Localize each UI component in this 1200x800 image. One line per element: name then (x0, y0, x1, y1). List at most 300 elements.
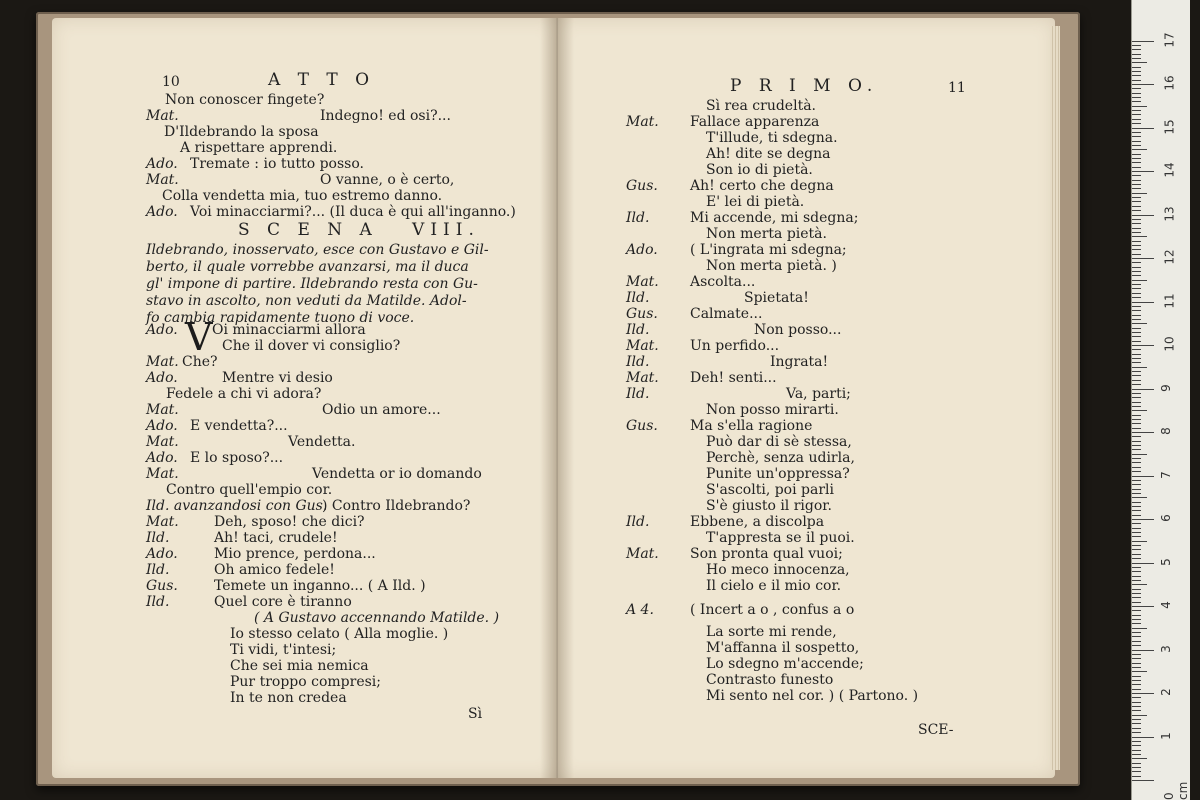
book-gutter (540, 18, 574, 778)
ruler-tick (1132, 423, 1141, 424)
ruler-tick (1132, 288, 1141, 289)
ruler-tick (1132, 262, 1141, 263)
ruler-tick (1132, 763, 1141, 764)
verse-line: T'appresta se il puoi. (706, 530, 855, 546)
ruler-tick (1132, 328, 1141, 329)
verse-line: Ah! dite se degna (706, 146, 831, 162)
ruler-tick (1132, 362, 1141, 363)
ruler-tick (1132, 650, 1154, 651)
ruler-tick (1132, 236, 1147, 237)
ruler-tick (1132, 258, 1154, 259)
ruler-tick (1132, 623, 1141, 624)
ruler-tick (1132, 449, 1141, 450)
speaker-label: Gus. (626, 306, 658, 322)
ruler-tick (1132, 141, 1141, 142)
ruler-tick (1132, 563, 1154, 564)
ruler-tick (1132, 654, 1141, 655)
ruler-tick (1132, 628, 1147, 629)
ruler-tick (1132, 645, 1141, 646)
speaker-label: Mat. (146, 402, 179, 418)
stage-direction: berto, il quale vorrebbe avanzarsi, ma il duca (146, 259, 469, 275)
speaker-label: A 4. (626, 602, 654, 618)
ruler-tick (1132, 780, 1154, 781)
ruler-tick (1132, 406, 1141, 407)
verse-line: Non posso mirarti. (706, 402, 839, 418)
ruler-tick (1132, 510, 1141, 511)
verse-line: Mi accende, mi sdegna; (690, 210, 859, 226)
ruler-tick (1132, 454, 1147, 455)
verse-line: Fallace apparenza (690, 114, 820, 130)
verse-line: Mio prence, perdona... (214, 546, 376, 562)
ruler-tick (1132, 732, 1141, 733)
ruler-tick (1132, 319, 1141, 320)
speaker-label: Ado. (146, 322, 178, 338)
ruler-tick (1132, 271, 1141, 272)
ruler-number: 4 (1158, 601, 1173, 609)
catchword: Sì (468, 706, 483, 722)
speaker-label: Mat. (146, 514, 179, 530)
verse-line: Ho meco innocenza, (706, 562, 850, 578)
verse-line: Quel core è tiranno (214, 594, 352, 610)
verse-line: Il cielo e il mio cor. (706, 578, 842, 594)
running-head: P R I M O. (730, 76, 879, 96)
ruler-tick (1132, 354, 1141, 355)
ruler-tick (1132, 402, 1141, 403)
speaker-label: Ild. (626, 322, 650, 338)
ruler-tick (1132, 101, 1141, 102)
speaker-label: Mat. (146, 172, 179, 188)
ruler-tick (1132, 771, 1141, 772)
stage-direction: fo cambia rapidamente tuono di voce. (146, 310, 415, 326)
verse-line: Oh amico fedele! (214, 562, 335, 578)
scene-heading: S C E N A VIII. (238, 220, 480, 240)
verse-line: Punite un'oppressa? (706, 466, 850, 482)
verse-line: Può dar di sè stessa, (706, 434, 852, 450)
verse-line: Non merta pietà. ) (706, 258, 837, 274)
ruler-tick (1132, 528, 1141, 529)
verse-line: Perchè, senza udirla, (706, 450, 855, 466)
ruler-tick (1132, 215, 1154, 216)
ruler-tick (1132, 188, 1141, 189)
running-head: A T T O (268, 70, 376, 90)
ruler-number: 5 (1158, 557, 1173, 566)
ruler-tick (1132, 67, 1141, 68)
ruler-tick (1132, 619, 1141, 620)
speaker-label: Ild. (146, 530, 170, 546)
ruler-tick (1132, 515, 1141, 516)
ruler-tick (1132, 532, 1141, 533)
ruler-tick (1132, 154, 1141, 155)
ruler-tick (1132, 158, 1141, 159)
verse-line: M'affanna il sospetto, (706, 640, 860, 656)
ruler-tick (1132, 549, 1141, 550)
ruler-tick (1132, 245, 1141, 246)
speaker-label: Ado. (146, 370, 178, 386)
ruler-number: 17 (1162, 31, 1177, 48)
ruler-number: 0 cm (1162, 781, 1190, 800)
speaker-label: Mat. (146, 466, 179, 482)
speaker-label: Ild. (626, 210, 650, 226)
ruler-tick (1132, 719, 1141, 720)
ruler-tick (1132, 428, 1141, 429)
ruler-tick (1132, 323, 1147, 324)
ruler-tick (1132, 484, 1141, 485)
verse-line: Ma s'ella ragione (690, 418, 813, 434)
ruler-tick (1132, 541, 1147, 542)
ruler-tick (1132, 693, 1154, 694)
ruler-tick (1132, 615, 1141, 616)
ruler-number: 2 (1158, 688, 1173, 696)
ruler-number: 15 (1162, 118, 1177, 135)
ruler-tick (1132, 180, 1141, 181)
ruler-tick (1132, 267, 1141, 268)
ruler-tick (1132, 123, 1141, 124)
ruler-tick (1132, 584, 1147, 585)
verse-line: Vendetta or io domando (312, 466, 482, 482)
ruler-tick (1132, 223, 1141, 224)
ruler-tick (1132, 349, 1141, 350)
speaker-label: Ado. (146, 546, 178, 562)
speaker-label: Ild. (146, 562, 170, 578)
verse-line: Son io di pietà. (706, 162, 813, 178)
verse-line: Colla vendetta mia, tuo estremo danno. (162, 188, 443, 204)
ruler-tick (1132, 228, 1141, 229)
ruler-tick (1132, 462, 1141, 463)
ruler-tick (1132, 358, 1141, 359)
ruler-tick (1132, 336, 1141, 337)
ruler-number: 11 (1162, 292, 1177, 309)
ruler-tick (1132, 45, 1141, 46)
page-number: 10 (162, 74, 180, 90)
ruler-tick (1132, 415, 1141, 416)
page-edges (1050, 26, 1060, 770)
ruler-tick (1132, 506, 1141, 507)
verse-line: Che il dover vi consiglio? (222, 338, 401, 354)
ruler-tick (1132, 767, 1141, 768)
verse-line: S'ascolti, poi parli (706, 482, 834, 498)
verse-line: ( L'ingrata mi sdegna; (690, 242, 847, 258)
ruler-tick (1132, 345, 1154, 346)
ruler-tick (1132, 741, 1141, 742)
verse-line: Mi sento nel cor. ) ( Partono. ) (706, 688, 919, 704)
ruler-tick (1132, 750, 1141, 751)
ruler-tick (1132, 493, 1141, 494)
speaker-label: Ado. (146, 450, 178, 466)
ruler-tick (1132, 545, 1141, 546)
ruler-tick (1132, 49, 1141, 50)
ruler-tick (1132, 410, 1147, 411)
verse-line: ) Contro Ildebrando? (322, 498, 471, 514)
ruler-tick (1132, 184, 1141, 185)
ruler-tick (1132, 384, 1141, 385)
ruler-number: 13 (1162, 205, 1177, 222)
verse-line: Sì rea crudeltà. (706, 98, 816, 114)
verse-line: Oi minacciarmi allora (212, 322, 366, 338)
verse-line: Temete un inganno... ( A Ild. ) (214, 578, 426, 594)
ruler-tick (1132, 167, 1141, 168)
ruler-tick (1132, 610, 1141, 611)
stage-direction: gl' impone di partire. Ildebrando resta con Gu- (146, 276, 478, 292)
ruler-number: 10 (1162, 336, 1177, 352)
speaker-label: Mat. (626, 274, 659, 290)
speaker-label: Mat. (146, 434, 179, 450)
ruler-tick (1132, 58, 1141, 59)
verse-line: Pur troppo compresi; (230, 674, 381, 690)
ruler-tick (1132, 558, 1141, 559)
dropcap-letter: V (185, 315, 213, 359)
ruler-tick (1132, 136, 1141, 137)
ruler-tick (1132, 432, 1154, 433)
ruler-tick (1132, 706, 1141, 707)
ruler-tick (1132, 776, 1141, 777)
verse-line: Mentre vi desio (222, 370, 333, 386)
ruler-tick (1132, 375, 1141, 376)
verse-line: Lo sdegno m'accende; (706, 656, 864, 672)
verse-line: Non conoscer fingete? (165, 92, 325, 108)
ruler-tick (1132, 436, 1141, 437)
verse-line: S'è giusto il rigor. (706, 498, 832, 514)
verse-line: T'illude, ti sdegna. (706, 130, 838, 146)
ruler-tick (1132, 671, 1147, 672)
ruler-tick (1132, 728, 1141, 729)
speaker-label: Mat. (626, 338, 659, 354)
verse-line: Tremate : io tutto posso. (190, 156, 364, 172)
ruler-number: 12 (1162, 249, 1177, 265)
ruler-tick (1132, 480, 1141, 481)
ruler-tick (1132, 389, 1154, 390)
speaker-label: Gus. (626, 178, 658, 194)
ruler-tick (1132, 523, 1141, 524)
ruler-tick (1132, 536, 1141, 537)
ruler-tick (1132, 632, 1141, 633)
ruler-tick (1132, 680, 1141, 681)
ruler-tick (1132, 193, 1147, 194)
ruler-tick (1132, 580, 1141, 581)
ruler-tick (1132, 232, 1141, 233)
ruler-tick (1132, 689, 1141, 690)
ruler-number: 6 (1158, 514, 1173, 522)
speaker-label: Mat. (626, 114, 659, 130)
ruler-tick (1132, 393, 1141, 394)
ruler-tick (1132, 663, 1141, 664)
verse-line: Va, parti; (786, 386, 851, 402)
verse-line: O vanne, o è certo, (320, 172, 455, 188)
verse-line: E vendetta?... (190, 418, 288, 434)
verse-line: ( Incert a o , confus a o (690, 602, 855, 618)
ruler-tick (1132, 241, 1141, 242)
ruler-tick (1132, 667, 1141, 668)
ruler-tick (1132, 684, 1141, 685)
ruler-tick (1132, 489, 1141, 490)
ruler-tick (1132, 589, 1141, 590)
speaker-label: Gus. (626, 418, 658, 434)
ruler-tick (1132, 597, 1141, 598)
ruler-tick (1132, 641, 1141, 642)
ruler-tick (1132, 41, 1154, 42)
ruler-tick (1132, 697, 1141, 698)
verse-line: D'Ildebrando la sposa (164, 124, 319, 140)
ruler-tick (1132, 606, 1154, 607)
stage-direction: Ildebrando, inosservato, esce con Gustavo e Gil- (146, 242, 489, 258)
speaker-label: Ado. (626, 242, 658, 258)
verse-line: Ebbene, a discolpa (690, 514, 825, 530)
verse-line: Che sei mia nemica (230, 658, 369, 674)
speaker-label: Ado. (146, 418, 178, 434)
ruler-tick (1132, 737, 1154, 738)
verse-line: Non posso... (754, 322, 842, 338)
ruler-tick (1132, 315, 1141, 316)
ruler-tick (1132, 106, 1147, 107)
verse-line: Spietata! (744, 290, 809, 306)
verse-line: ( A Gustavo accennando Matilde. ) (254, 610, 500, 626)
ruler-tick (1132, 145, 1141, 146)
ruler-tick (1132, 723, 1141, 724)
ruler-tick (1132, 93, 1141, 94)
verse-line: Deh, sposo! che dici? (214, 514, 365, 530)
speaker-label: Ild. (626, 514, 650, 530)
speaker-label: Gus. (146, 578, 178, 594)
measuring-ruler (1131, 0, 1190, 800)
ruler-tick (1132, 128, 1154, 129)
verse-line: A rispettare apprendi. (180, 140, 338, 156)
ruler-tick (1132, 297, 1141, 298)
ruler-tick (1132, 219, 1141, 220)
ruler-tick (1132, 280, 1147, 281)
ruler-tick (1132, 636, 1141, 637)
catchword: SCE- (918, 722, 954, 738)
verse-line: Vendetta. (288, 434, 356, 450)
speaker-label: Ild. (626, 354, 650, 370)
ruler-number: 7 (1158, 470, 1173, 479)
verse-line: Ascolta... (690, 274, 756, 290)
ruler-tick (1132, 441, 1141, 442)
ruler-tick (1132, 62, 1147, 63)
ruler-number: 9 (1158, 383, 1173, 392)
speaker-label: Mat. (146, 108, 179, 124)
ruler-tick (1132, 254, 1141, 255)
ruler-number: 16 (1162, 75, 1177, 91)
stage-direction: stavo in ascolto, non veduti da Matilde. Adol- (146, 293, 467, 309)
verse-line: Indegno! ed osi?... (320, 108, 451, 124)
ruler-tick (1132, 602, 1141, 603)
ruler-tick (1132, 201, 1141, 202)
ruler-tick (1132, 397, 1141, 398)
ruler-tick (1132, 571, 1141, 572)
ruler-tick (1132, 367, 1147, 368)
verse-line: Contro quell'empio cor. (166, 482, 333, 498)
ruler-number: 14 (1162, 162, 1177, 178)
ruler-tick (1132, 310, 1141, 311)
ruler-tick (1132, 519, 1154, 520)
ruler-tick (1132, 702, 1141, 703)
ruler-tick (1132, 593, 1141, 594)
verse-line: Ti vidi, t'intesi; (230, 642, 337, 658)
ruler-tick (1132, 458, 1141, 459)
ruler-number: 3 (1158, 644, 1173, 653)
verse-line: La sorte mi rende, (706, 624, 837, 640)
ruler-tick (1132, 371, 1141, 372)
ruler-tick (1132, 476, 1154, 477)
ruler-tick (1132, 715, 1147, 716)
page-number: 11 (948, 80, 966, 96)
speaker-label: Ild. (626, 290, 650, 306)
ruler-tick (1132, 332, 1141, 333)
ruler-tick (1132, 171, 1154, 172)
verse-line: Calmate... (690, 306, 763, 322)
verse-line: E lo sposo?... (190, 450, 284, 466)
ruler-tick (1132, 754, 1141, 755)
verse-line: Ingrata! (770, 354, 829, 370)
ruler-tick (1132, 445, 1141, 446)
ruler-tick (1132, 576, 1141, 577)
speaker-label: Ild. (146, 594, 170, 610)
ruler-tick (1132, 275, 1141, 276)
verse-line: E' lei di pietà. (706, 194, 805, 210)
verse-line: Un perfido... (690, 338, 780, 354)
ruler-tick (1132, 554, 1141, 555)
ruler-tick (1132, 210, 1141, 211)
verse-line: Contrasto funesto (706, 672, 834, 688)
ruler-tick (1132, 149, 1147, 150)
ruler-tick (1132, 206, 1141, 207)
ruler-tick (1132, 132, 1141, 133)
ruler-tick (1132, 758, 1147, 759)
verse-line: Che? (182, 354, 218, 370)
verse-line: Io stesso celato ( Alla moglie. ) (230, 626, 449, 642)
ruler-tick (1132, 380, 1141, 381)
verse-line: In te non credea (230, 690, 347, 706)
ruler-tick (1132, 84, 1154, 85)
speaker-label: Mat. (626, 370, 659, 386)
ruler-tick (1132, 110, 1141, 111)
speaker-label: Ado. (146, 204, 178, 220)
ruler-number: 1 (1158, 731, 1173, 740)
speaker-label: Ild. avanzandosi con Gus. (146, 498, 328, 514)
ruler-tick (1132, 119, 1141, 120)
ruler-tick (1132, 467, 1141, 468)
ruler-tick (1132, 175, 1141, 176)
ruler-tick (1132, 293, 1141, 294)
ruler-tick (1132, 710, 1141, 711)
verse-line: Fedele a chi vi adora? (166, 386, 322, 402)
ruler-tick (1132, 80, 1141, 81)
verse-line: Son pronta qual vuoi; (690, 546, 843, 562)
ruler-tick (1132, 306, 1141, 307)
ruler-tick (1132, 197, 1141, 198)
ruler-tick (1132, 302, 1154, 303)
speaker-label: Mat. (146, 354, 179, 370)
ruler-tick (1132, 71, 1141, 72)
verse-line: Non merta pietà. (706, 226, 827, 242)
speaker-label: Ild. (626, 386, 650, 402)
ruler-tick (1132, 419, 1141, 420)
verse-line: Ah! certo che degna (690, 178, 834, 194)
speaker-label: Mat. (626, 546, 659, 562)
ruler-tick (1132, 658, 1141, 659)
ruler-tick (1132, 341, 1141, 342)
ruler-tick (1132, 75, 1141, 76)
verse-line: Odio un amore... (322, 402, 441, 418)
ruler-tick (1132, 54, 1141, 55)
ruler-tick (1132, 97, 1141, 98)
speaker-label: Ado. (146, 156, 178, 172)
ruler-tick (1132, 162, 1141, 163)
verse-line: Deh! senti... (690, 370, 777, 386)
ruler-number: 8 (1158, 427, 1173, 435)
ruler-tick (1132, 497, 1147, 498)
ruler-tick (1132, 471, 1141, 472)
ruler-tick (1132, 249, 1141, 250)
